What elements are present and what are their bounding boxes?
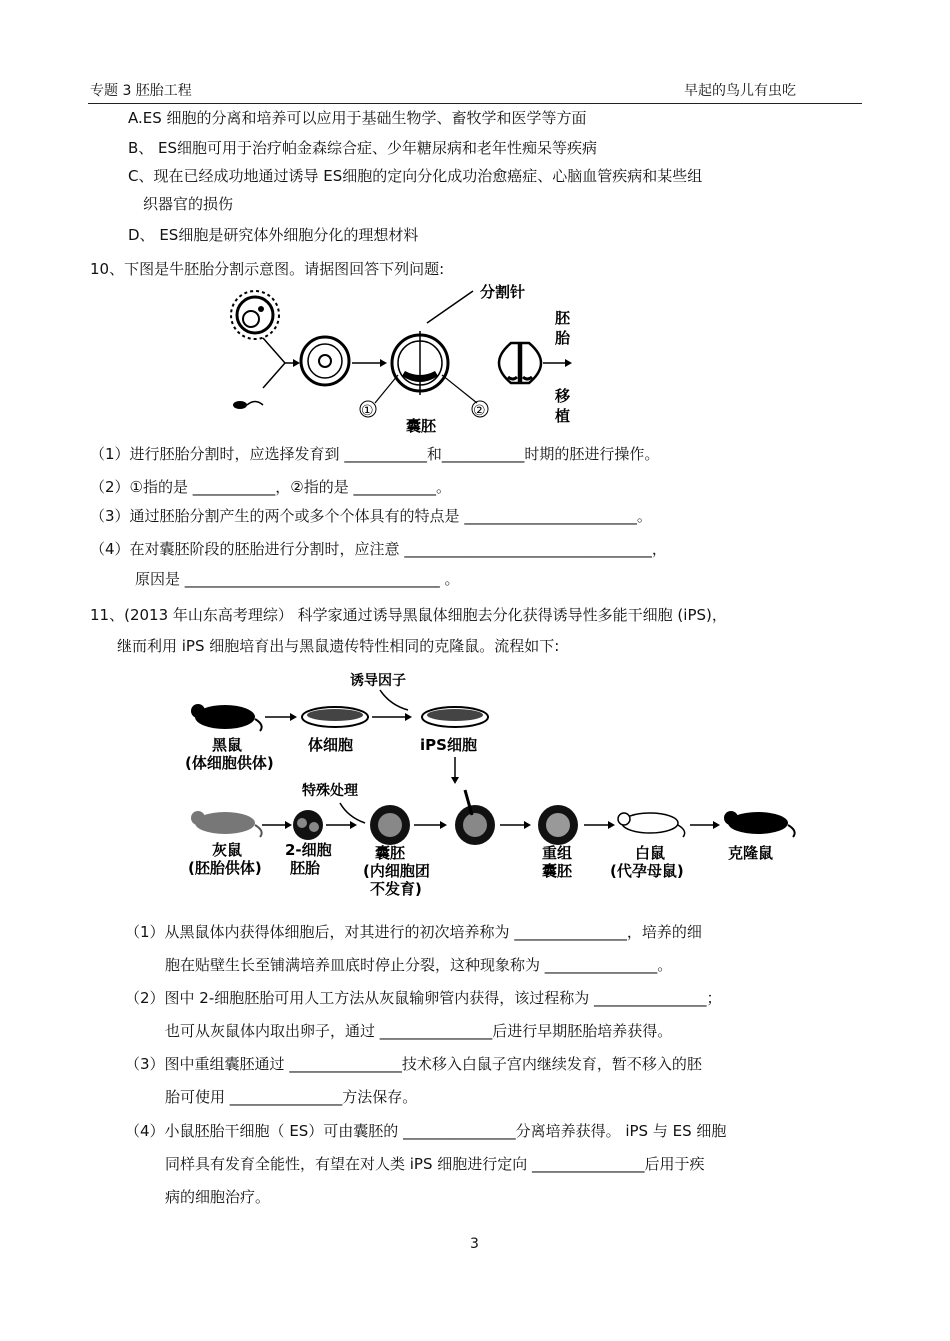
- right-label-2: 胎: [555, 329, 571, 347]
- blastocyst2-sub1: (内细胞团: [363, 862, 430, 880]
- ips-clone-flow-figure: [180, 665, 810, 905]
- option-a: A.ES 细胞的分离和培养可以应用于基础生物学、畜牧学和医学等方面: [128, 109, 587, 127]
- q11-part3-line2: 胎可使用 _______________方法保存。: [165, 1088, 418, 1106]
- right-label-4: 植: [555, 407, 571, 425]
- two-cell-embryo-icon: [293, 810, 323, 840]
- q10-part3: （3）通过胚胎分割产生的两个或多个个体具有的特点是 _______________________。: [90, 507, 652, 525]
- marker-2: ②: [473, 403, 486, 419]
- split-embryo-icon: [499, 343, 541, 383]
- option-d: D、 ES细胞是研究体外细胞分化的理想材料: [128, 226, 419, 244]
- q11-part1-line1: （1）从黑鼠体内获得体细胞后，对其进行的初次培养称为 _______________，培养的细: [125, 923, 702, 941]
- q10-part1: （1）进行胚胎分割时，应选择发育到 ___________和___________时期的胚进行操作。: [90, 445, 660, 463]
- blastocyst2-sub2: 不发育): [370, 880, 422, 898]
- two-cell-sub: 胚胎: [290, 859, 321, 877]
- header-right: 早起的鸟儿有虫吃: [684, 83, 796, 99]
- clone-mouse-icon: [724, 811, 795, 837]
- black-mouse-icon: [191, 704, 262, 731]
- recomb-label: 重组: [542, 844, 573, 862]
- option-c-line2: 织器官的损伤: [143, 195, 234, 213]
- q10-part2: （2）①指的是 ___________，②指的是 ___________。: [90, 478, 451, 496]
- white-mouse-label: 白鼠: [635, 844, 666, 862]
- q11-part4-line1: （4）小鼠胚胎干细胞（ ES）可由囊胚的 _______________分离培养获得。 iPS 与 ES 细胞: [125, 1122, 727, 1140]
- culture-dish-ips-icon: [422, 707, 488, 727]
- blastocyst-label: 囊胚: [406, 417, 437, 433]
- induce-label: 诱导因子: [350, 673, 406, 689]
- q11-part1-line2: 胞在贴壁生长至铺满培养皿底时停止分裂，这种现象称为 _______________。: [165, 956, 673, 974]
- blastocyst-icon: [392, 331, 448, 395]
- option-c-line1: C、现在已经成功地通过诱导 ES细胞的定向分化成功治愈癌症、心脑血管疾病和某些组: [128, 167, 703, 185]
- recomb-sub: 囊胚: [542, 862, 573, 880]
- q11-stem-line1: 11、(2013 年山东高考理综） 科学家通过诱导黑鼠体细胞去分化获得诱导性多能干细胞 (iPS)，: [90, 606, 727, 624]
- special-label: 特殊处理: [302, 783, 358, 799]
- q11-stem-line2: 继而利用 iPS 细胞培育出与黑鼠遗传特性相同的克隆鼠。流程如下:: [117, 637, 560, 655]
- blastocyst-no-icm-icon: [370, 805, 410, 845]
- q11-part3-line1: （3）图中重组囊胚通过 _______________技术移入白鼠子宫内继续发育，暂不移入的胚: [125, 1055, 702, 1073]
- blastocyst2-label: 囊胚: [375, 844, 406, 862]
- q11-part4-line2: 同样具有发育全能性，有望在对人类 iPS 细胞进行定向 _______________后用于疾: [165, 1155, 705, 1173]
- reconstructed-blastocyst-icon: [538, 805, 578, 845]
- q11-part2-line1: （2）图中 2-细胞胚胎可用人工方法从灰鼠输卵管内获得，该过程称为 _______________；: [125, 989, 722, 1007]
- sperm-icon: [233, 401, 263, 409]
- white-mouse-sub: (代孕母鼠): [610, 862, 684, 880]
- injection-icon: [455, 790, 495, 845]
- clone-mouse-label: 克隆鼠: [728, 844, 774, 862]
- page-number: 3: [470, 1236, 479, 1252]
- culture-dish-somatic-icon: [302, 707, 368, 727]
- oocyte-icon: [231, 291, 279, 339]
- header-left: 专题 3 胚胎工程: [90, 83, 192, 99]
- marker-1: ①: [361, 403, 374, 419]
- white-mouse-icon: [618, 813, 685, 837]
- somatic-label: 体细胞: [308, 736, 354, 754]
- gray-mouse-icon: [191, 811, 262, 837]
- two-cell-label: 2-细胞: [285, 841, 332, 859]
- q10-stem: 10、下图是牛胚胎分割示意图。请据图回答下列问题:: [90, 260, 445, 278]
- gray-mouse-sub: (胚胎供体): [188, 859, 262, 877]
- right-label-3: 移: [555, 387, 571, 405]
- gray-mouse-label: 灰鼠: [212, 841, 243, 859]
- zygote-icon: [301, 337, 349, 385]
- ips-label: iPS细胞: [420, 736, 477, 754]
- right-label-1: 胚: [555, 309, 571, 327]
- black-mouse-label: 黑鼠: [212, 736, 243, 754]
- option-b: B、 ES细胞可用于治疗帕金森综合症、少年糖尿病和老年性痴呆等疾病: [128, 139, 598, 157]
- black-mouse-sub: (体细胞供体): [185, 754, 274, 772]
- needle-label: 分割针: [480, 283, 526, 301]
- q10-part4-line2: 原因是 __________________________________ 。: [135, 570, 460, 588]
- needle-line: [427, 291, 473, 323]
- embryo-splitting-figure: [215, 283, 585, 433]
- header-rule: [88, 103, 862, 104]
- q11-part4-line3: 病的细胞治疗。: [165, 1188, 271, 1206]
- q10-part4-line1: （4）在对囊胚阶段的胚胎进行分割时，应注意 _________________________________，: [90, 540, 667, 558]
- q11-part2-line2: 也可从灰鼠体内取出卵子，通过 _______________后进行早期胚胎培养获得。: [165, 1022, 673, 1040]
